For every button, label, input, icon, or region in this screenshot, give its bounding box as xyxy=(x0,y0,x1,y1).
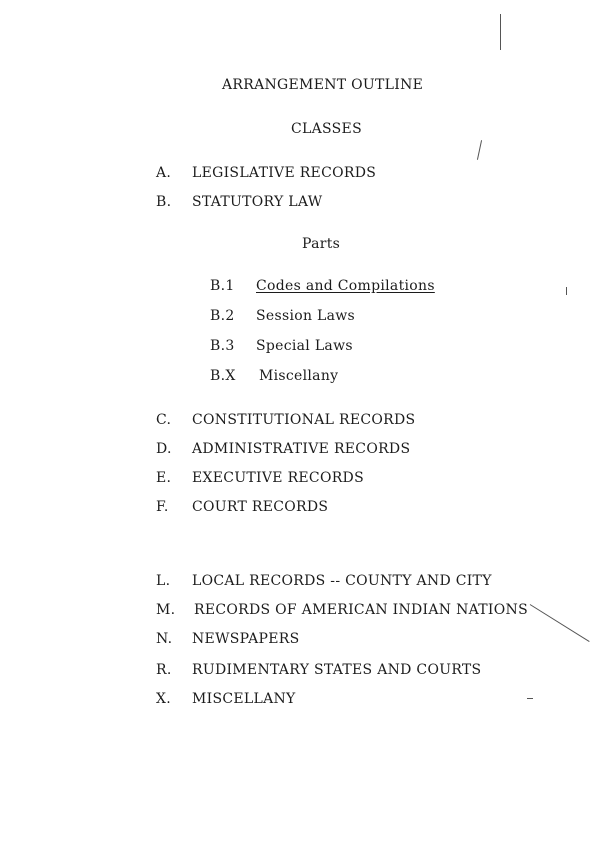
scan-mark xyxy=(527,698,533,699)
class-letter: C. xyxy=(156,412,172,428)
class-letter: F. xyxy=(156,499,169,515)
classes-heading: CLASSES xyxy=(291,121,362,137)
class-letter: D. xyxy=(156,441,172,457)
class-letter: N. xyxy=(156,631,173,647)
page-title: ARRANGEMENT OUTLINE xyxy=(222,77,424,93)
part-label: Special Laws xyxy=(256,338,353,354)
class-label: RECORDS OF AMERICAN INDIAN NATIONS xyxy=(194,602,528,618)
part-number: B.1 xyxy=(210,278,235,294)
class-letter: B. xyxy=(156,194,172,210)
scan-mark xyxy=(477,140,482,160)
class-letter: L. xyxy=(156,573,171,589)
class-label: LOCAL RECORDS -- COUNTY AND CITY xyxy=(192,573,492,589)
part-number: B.2 xyxy=(210,308,235,324)
class-letter: X. xyxy=(156,691,172,707)
class-letter: A. xyxy=(156,165,172,181)
class-label: NEWSPAPERS xyxy=(192,631,300,647)
class-letter: M. xyxy=(156,602,176,618)
class-label: ADMINISTRATIVE RECORDS xyxy=(192,441,411,457)
class-label: EXECUTIVE RECORDS xyxy=(192,470,364,486)
class-letter: E. xyxy=(156,470,172,486)
class-label: STATUTORY LAW xyxy=(192,194,323,210)
parts-heading: Parts xyxy=(302,236,341,252)
part-label: Codes and Compilations xyxy=(256,278,435,294)
class-label: MISCELLANY xyxy=(192,691,296,707)
class-letter: R. xyxy=(156,662,172,678)
part-label: Miscellany xyxy=(259,368,339,384)
scan-mark xyxy=(530,604,590,642)
part-number: B.X xyxy=(210,368,236,384)
part-number: B.3 xyxy=(210,338,235,354)
part-label: Session Laws xyxy=(256,308,356,324)
class-label: RUDIMENTARY STATES AND COURTS xyxy=(192,662,482,678)
scan-mark xyxy=(500,14,501,50)
class-label: LEGISLATIVE RECORDS xyxy=(192,165,377,181)
class-label: CONSTITUTIONAL RECORDS xyxy=(192,412,416,428)
class-label: COURT RECORDS xyxy=(192,499,329,515)
scan-mark xyxy=(566,287,567,295)
